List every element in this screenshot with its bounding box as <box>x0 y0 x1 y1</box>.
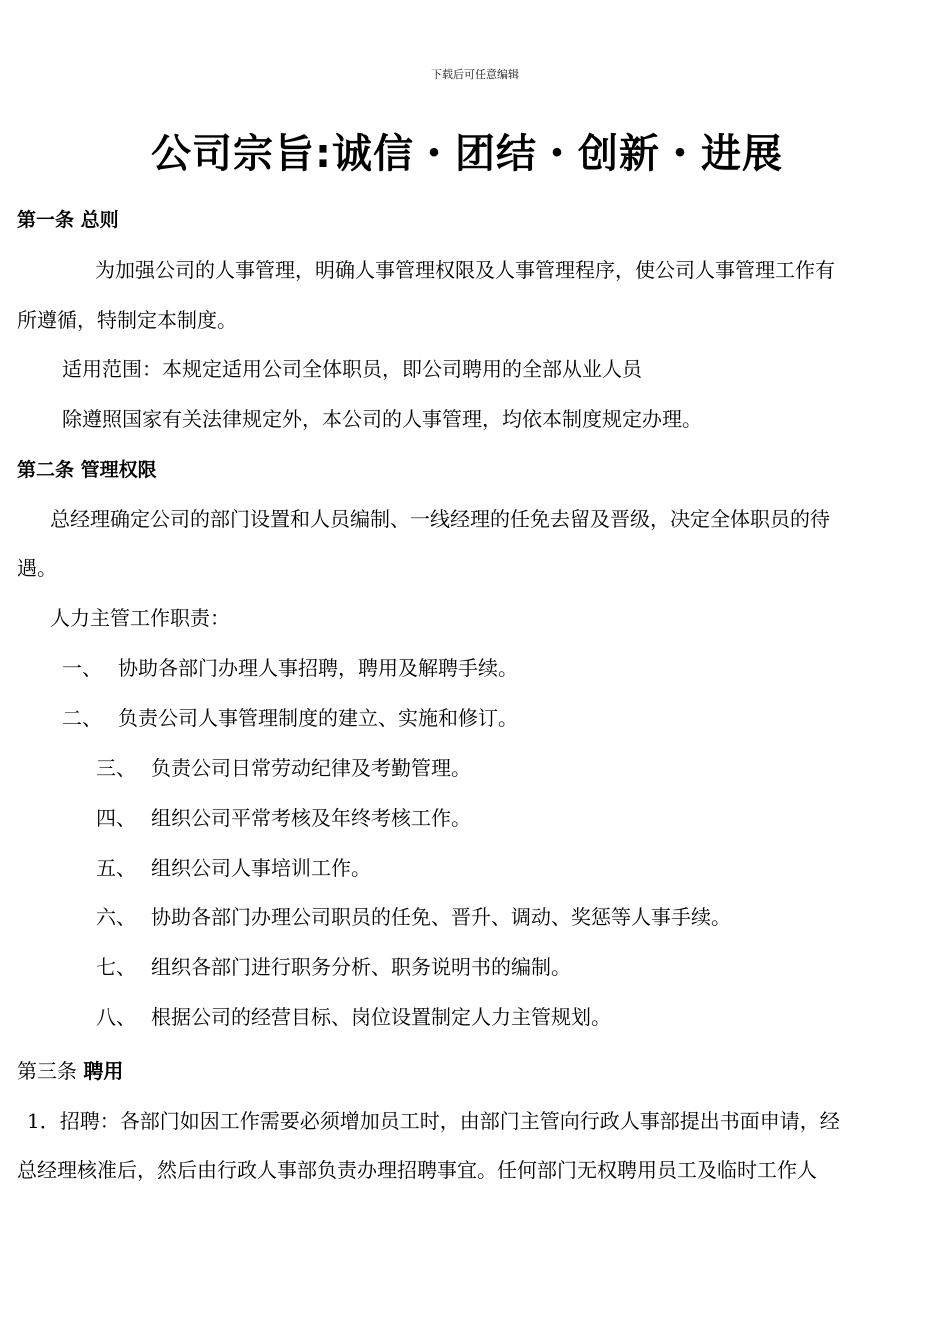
duty-item-number: 五、 <box>96 856 136 880</box>
duty-item-number: 一、 <box>62 656 102 680</box>
article-2-duties-intro: 人力主管工作职责： <box>50 606 230 630</box>
duty-item-text: 根据公司的经营目标、岗位设置制定人力主管规划。 <box>151 1005 611 1029</box>
document-title: 公司宗旨:诚信・团结・创新・进展 <box>151 131 783 177</box>
duty-item-text: 协助各部门办理公司职员的任免、晋升、调动、奖惩等人事手续。 <box>151 905 731 929</box>
duty-item-number: 二、 <box>62 706 102 730</box>
duty-item <box>62 705 518 731</box>
duty-item-number: 六、 <box>96 905 136 929</box>
duty-item <box>96 1004 611 1030</box>
duty-item <box>62 655 518 681</box>
article-2-gm-line-1: 总经理确定公司的部门设置和人员编制、一线经理的任免去留及晋级，决定全体职员的待 <box>50 507 830 531</box>
duty-item-text: 组织公司人事培训工作。 <box>151 856 371 880</box>
duty-item-number: 七、 <box>96 955 136 979</box>
duty-item-number: 八、 <box>96 1005 136 1029</box>
article-1-heading: 第一条 总则 <box>17 209 119 231</box>
article-3-heading <box>17 1058 123 1084</box>
article-2-gm-line-2: 遇。 <box>17 556 57 580</box>
article-3-paragraph-line-2: 总经理核准后，然后由行政人事部负责办理招聘事宜。任何部门无权聘用员工及临时工作人 <box>17 1158 817 1182</box>
duty-item-text: 负责公司日常劳动纪律及考勤管理。 <box>151 756 471 780</box>
article-1-rule: 除遵照国家有关法律规定外，本公司的人事管理，均依本制度规定办理。 <box>62 407 702 431</box>
duty-item-text: 协助各部门办理人事招聘，聘用及解聘手续。 <box>118 656 518 680</box>
article-3-paragraph-line-1: 1．招聘：各部门如因工作需要必须增加员工时，由部门主管向行政人事部提出书面申请，经 <box>27 1109 840 1133</box>
duty-item <box>96 904 731 930</box>
duty-item <box>96 954 571 980</box>
article-3-heading-title: 聘用 <box>83 1059 124 1083</box>
header-note: 下载后可任意编辑 <box>431 68 519 81</box>
article-1-scope: 适用范围：本规定适用公司全体职员，即公司聘用的全部从业人员 <box>62 357 642 381</box>
duty-item <box>96 805 471 831</box>
article-3-heading-prefix: 第三条 <box>17 1059 84 1083</box>
article-2-heading: 第二条 管理权限 <box>17 459 157 481</box>
article-1-paragraph-line-2: 所遵循，特制定本制度。 <box>17 308 237 332</box>
duty-item-text: 组织公司平常考核及年终考核工作。 <box>151 806 471 830</box>
article-1-paragraph-line-1: 为加强公司的人事管理，明确人事管理权限及人事管理程序，使公司人事管理工作有 <box>95 258 835 282</box>
duty-item-text: 负责公司人事管理制度的建立、实施和修订。 <box>118 706 518 730</box>
duty-item-text: 组织各部门进行职务分析、职务说明书的编制。 <box>151 955 571 979</box>
duty-item <box>96 855 371 881</box>
duty-item <box>96 755 471 781</box>
duty-item-number: 三、 <box>96 756 136 780</box>
duty-item-number: 四、 <box>96 806 136 830</box>
